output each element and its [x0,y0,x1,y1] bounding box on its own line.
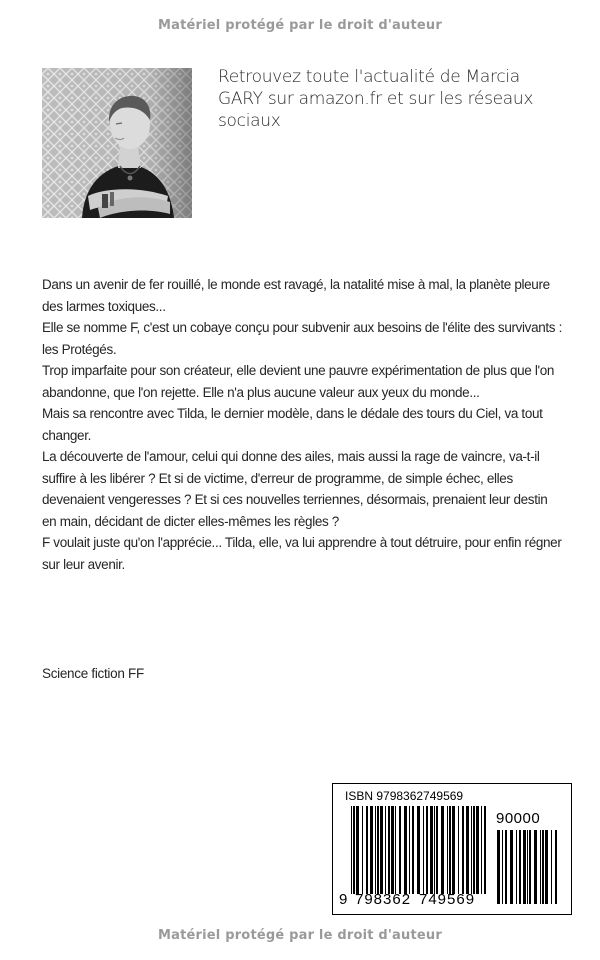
barcode-bar [395,806,396,894]
author-news-note: Retrouvez toute l'actualité de Marcia GARY sur amazon.fr et sur les réseaux sociaux [218,67,534,131]
barcode-bar [540,830,541,904]
barcode-bar [426,806,428,894]
price-code: 90000 [496,810,541,827]
barcode-bar [351,806,352,894]
barcode-bar [430,806,433,894]
barcode-bar [529,830,531,904]
barcode-bar [505,830,507,904]
barcode-bar [447,806,448,894]
barcode-bar [510,830,513,904]
barcode-bar [484,806,486,894]
barcode-bar [385,806,386,894]
barcode-bar [555,830,557,904]
barcode-bar [471,806,472,894]
blurb-paragraph: Dans un avenir de fer rouillé, le monde est ravagé, la natalité mise à mal, la planète pleure des larmes toxiques... [42,277,550,314]
barcode-bar [449,806,451,894]
barcode-bar [452,806,455,894]
barcode-bar [458,806,459,894]
barcode-bar [523,830,526,904]
barcode-bar [366,806,368,894]
barcode-bar [441,806,444,894]
barcode-bar [391,806,394,894]
barcode-bar [380,806,383,894]
barcode-bar [466,806,469,894]
barcode-bar [409,806,410,894]
barcode-digits-left: 798362 [355,891,412,908]
blurb-paragraph: Elle se nomme F, c'est un cobaye conçu pour subvenir aux besoins de l'élite des survivants : les Protégés. [42,320,562,357]
barcode-bar [519,830,521,904]
barcode-bar [388,806,390,894]
barcode-bar [375,806,376,894]
barcode-bar [462,806,464,894]
copyright-watermark-bottom: Matériel protégé par le droit d'auteur [157,928,442,943]
back-cover-blurb [42,274,562,575]
blurb-paragraph: Mais sa rencontre avec Tilda, le dernier modèle, dans le dédale des tours du Ciel, va tout changer. [42,406,543,443]
barcode-bar [551,830,552,904]
isbn-label: ISBN 9798362749569 [345,789,464,803]
author-portrait-image [42,68,192,218]
genre-label: Science fiction FF [42,666,144,681]
barcode-bar [399,806,401,894]
copyright-watermark-top: Matériel protégé par le droit d'auteur [157,18,442,33]
barcode-bar [473,806,475,894]
barcode-bar [423,806,424,894]
barcode-bar [545,830,548,904]
blurb-paragraph: Trop imparfaite pour son créateur, elle devient une pauvre expérimentation de plus que l'on abandonne, que l'on rejette. Elle n'a plus aucune valeur aux yeux du monde... [42,363,555,400]
barcode-bar [436,806,438,894]
author-photo [42,68,192,218]
blurb-paragraph: La découverte de l'amour, celui qui donne des ailes, mais aussi la rage de vaincre, va-t-il suffire à les libérer ? Et si de victime, d'erreur de programme, de simple échec, elles devenaient vengeresses ? Et si ces nouvelles terriennes, désormais, prenaient leur destin en main, décidant de dicter elles-mêmes les règles ? [42,449,548,529]
barcode-bar [542,830,544,904]
barcode-digits-right: 749569 [419,891,476,908]
barcode-bar [356,806,359,894]
barcode-bar [434,806,435,894]
barcode-bar [417,806,420,894]
barcode-bar [412,806,414,894]
barcode-bar [497,830,500,904]
barcode-bar [481,806,482,894]
barcode-bar [370,806,373,894]
barcode-bar [527,830,528,904]
barcode-bar [534,830,537,904]
barcode-bar [377,806,379,894]
barcode-bar [476,806,479,894]
barcode-bar [362,806,363,894]
barcode-bar [502,830,503,904]
barcode-bar [404,806,407,894]
blurb-paragraph: F voulait juste qu'on l'apprécie... Tilda, elle, va lui apprendre à tout détruire, pour enfin régner sur leur avenir. [42,535,562,572]
isbn-barcode-box [332,783,572,915]
barcode-bar [353,806,355,894]
barcode-digit-first: 9 [339,891,348,908]
barcode-bar [516,830,517,904]
